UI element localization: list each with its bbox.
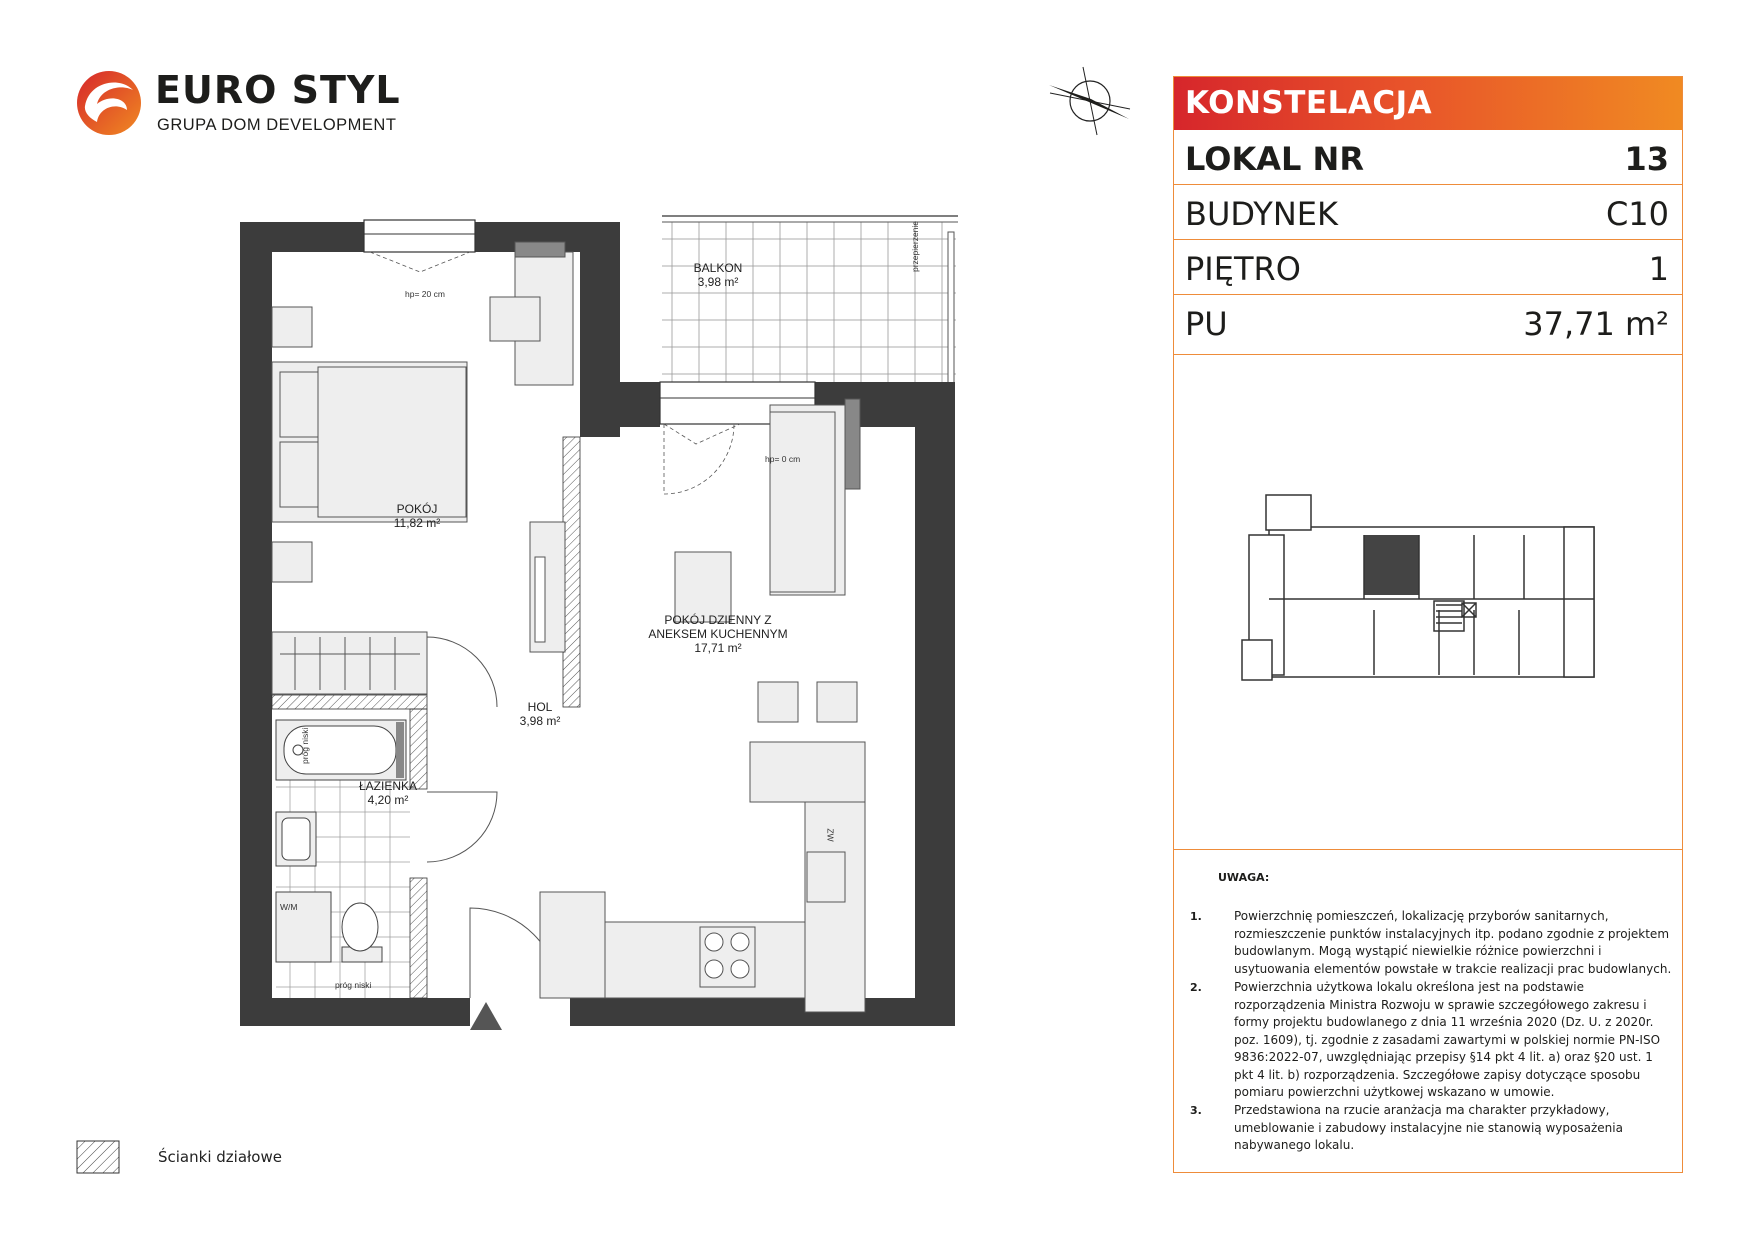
room-area: 11,82 m² (393, 516, 441, 530)
note-number: 3. (1190, 1104, 1202, 1117)
zw-label: ZW (825, 828, 836, 842)
room-name: HOL (527, 700, 553, 714)
bathtub (276, 720, 406, 780)
room-area: 3,98 m² (697, 275, 739, 289)
row-label: PIĘTRO (1185, 250, 1301, 288)
notes-title: UWAGA: (1218, 871, 1270, 884)
note-text: Przedstawiona na rzucie aranżacja ma charakter przykładowy, umeblowanie i zabudowy instalacyjne nie stanowią wyposażenia nabywanego lokalu. (1234, 1103, 1623, 1152)
wardrobe (272, 632, 427, 694)
room-pokoj (394, 502, 440, 530)
row-label: BUDYNEK (1185, 195, 1338, 233)
building-key-plan (1174, 355, 1684, 850)
panel-header (1174, 77, 1682, 130)
room-area: 17,71 m² (694, 641, 742, 655)
room-name: POKÓJ (396, 502, 438, 516)
brand-logo-icon (75, 68, 145, 138)
row-budynek (1174, 185, 1682, 240)
room-area: 3,98 m² (519, 714, 561, 728)
room-name: POKÓJ DZIENNY Z (664, 613, 772, 627)
row-label: LOKAL NR (1185, 140, 1364, 178)
notes-section (1174, 850, 1682, 1170)
room-name: BALKON (693, 261, 743, 275)
room-dzienny (648, 613, 787, 655)
floor-plan-drawing (240, 212, 1010, 1052)
row-lokal (1174, 130, 1682, 185)
row-value: C10 (1605, 195, 1669, 233)
threshold-label: próg niski (335, 980, 372, 990)
window-bedroom (364, 220, 475, 272)
room-name: ANEKSEM KUCHENNYM (648, 627, 788, 641)
note-number: 2. (1190, 981, 1202, 994)
project-title: KONSTELACJA (1185, 85, 1433, 121)
window-height-label: hp= 20 cm (405, 289, 445, 299)
legend-swatch (76, 1140, 120, 1174)
legend-label: Ścianki działowe (158, 1148, 282, 1166)
room-area: 4,20 m² (367, 793, 409, 807)
wm-label: W/M (280, 902, 298, 912)
info-panel (1173, 76, 1683, 1173)
room-hol (520, 700, 561, 728)
north-arrow-icon (1045, 63, 1135, 143)
row-value: 13 (1624, 140, 1669, 178)
room-balkon (694, 261, 743, 289)
room-name: ŁAZIENKA (358, 779, 418, 793)
row-label: PU (1185, 305, 1228, 343)
note-text: Powierzchnia użytkowa lokalu określona jest na podstawie rozporządzenia Ministra Rozwoju w sprawie szczegółowego zakresu i formy projektu budowlanego z dnia 11 września 2020 (Dz. U. z 2020r. poz. 1609), tj. zgodnie z zasadami zawartymi w polskiej normie PN-ISO 9836:2022-07, uwzględniając przepisy §14 pkt 4 lit. a) oraz §20 ust. 1 pkt 4 lit. b) rozporządzenia. Szczegółowe zapisy dotyczące sposobu pomiaru powierzchni użytkowej wskazano w umowie. (1234, 980, 1661, 1099)
highlighted-unit (1364, 535, 1419, 595)
room-lazienka (359, 779, 417, 807)
hatch-pattern-icon (76, 1140, 120, 1174)
floor-plan (240, 212, 1010, 1052)
brand-subtitle: GRUPA DOM DEVELOPMENT (157, 116, 397, 134)
key-plan (1174, 355, 1682, 850)
threshold-label: próg niski (300, 727, 310, 764)
row-value: 37,71 m² (1523, 305, 1669, 343)
window-height-label: hp= 0 cm (765, 454, 801, 464)
note-text: Powierzchnię pomieszczeń, lokalizację przyborów sanitarnych, rozmieszczenie punktów instalacyjnych itp. podano zgodnie z projektem budowlanym. Mogą wystąpić niewielkie różnice powierzchni i usytuowania elementów powstałe w trakcie realizacji prac budowlanych. (1234, 909, 1672, 976)
brand-logo (75, 68, 401, 138)
partition-label: przepierzenie (910, 220, 920, 272)
compass (1045, 63, 1135, 143)
brand-name: EURO STYL (155, 68, 401, 112)
row-pietro (1174, 240, 1682, 295)
bathroom-floor (276, 776, 410, 998)
row-value: 1 (1648, 250, 1669, 288)
row-pu (1174, 295, 1682, 355)
note-number: 1. (1190, 910, 1202, 923)
